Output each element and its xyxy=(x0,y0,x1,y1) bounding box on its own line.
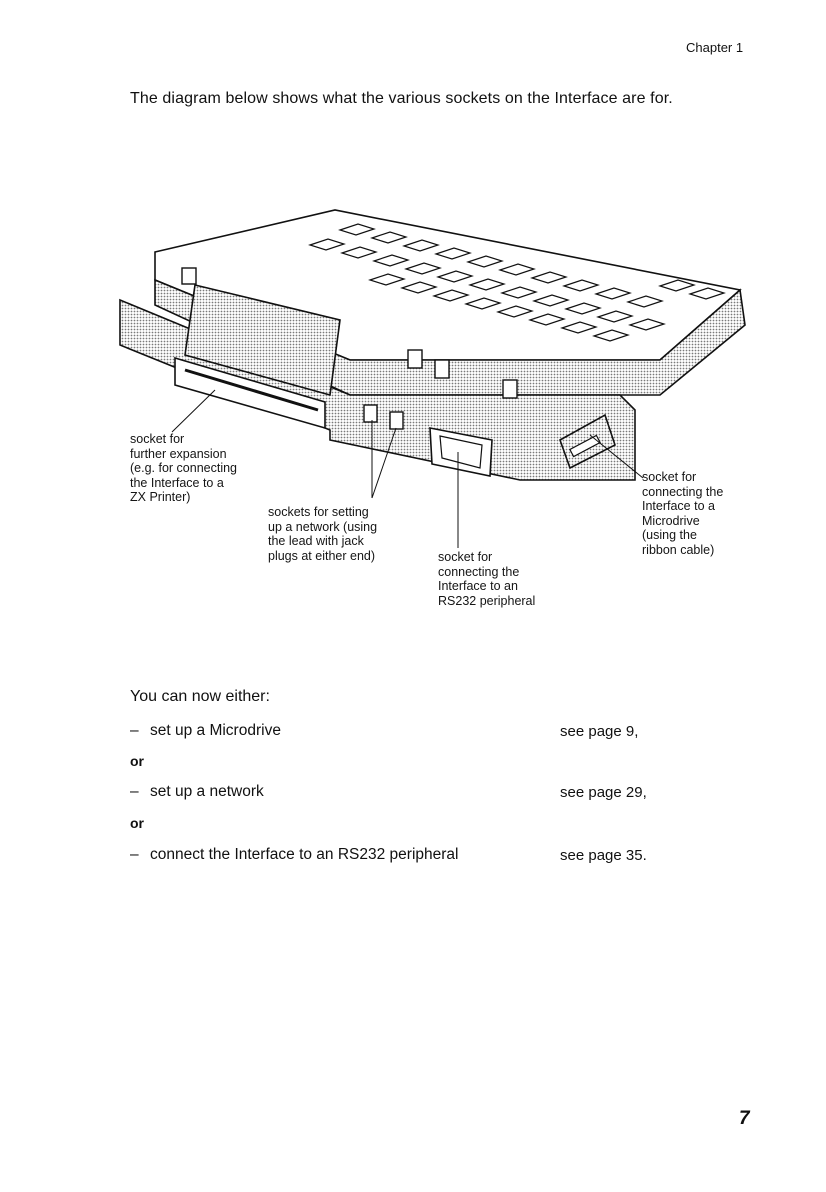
option-text: connect the Interface to an RS232 peripheral xyxy=(150,846,459,863)
network-socket-2 xyxy=(390,412,403,429)
network-socket-1 xyxy=(364,405,377,422)
leader-expansion xyxy=(172,390,215,432)
option-network xyxy=(130,783,264,801)
computer-socket-right xyxy=(503,380,517,398)
dash: – xyxy=(130,846,139,863)
option-microdrive-ref: see page 9, xyxy=(560,723,639,740)
callout-microdrive-socket: socket for connecting the Interface to a Microdrive (using the ribbon cable) xyxy=(642,470,724,557)
options-intro: You can now either: xyxy=(130,688,270,705)
option-text: set up a Microdrive xyxy=(150,722,281,739)
dash: – xyxy=(130,783,139,800)
option-rs232 xyxy=(130,846,458,864)
computer-socket-mid-1 xyxy=(408,350,422,368)
callout-network-sockets: sockets for setting up a network (using the lead with jack plugs at either end) xyxy=(268,505,378,563)
option-text: set up a network xyxy=(150,783,264,800)
callout-expansion-socket: socket for further expansion (e.g. for connecting the Interface to a ZX Printer) xyxy=(130,432,238,504)
option-rs232-ref: see page 35. xyxy=(560,847,647,864)
or-separator-2: or xyxy=(130,815,144,831)
chapter-heading: Chapter 1 xyxy=(686,40,744,55)
page-number: 7 xyxy=(739,1108,750,1129)
callout-rs232-socket: socket for connecting the Interface to an RS232 peripheral xyxy=(438,550,536,608)
intro-paragraph: The diagram below shows what the various sockets on the Interface are for. xyxy=(130,90,673,107)
option-microdrive xyxy=(130,722,281,740)
option-network-ref: see page 29, xyxy=(560,784,647,801)
or-separator-1: or xyxy=(130,753,144,769)
computer-socket-mid-2 xyxy=(435,360,449,378)
computer-socket-left xyxy=(182,268,196,284)
dash: – xyxy=(130,722,139,739)
